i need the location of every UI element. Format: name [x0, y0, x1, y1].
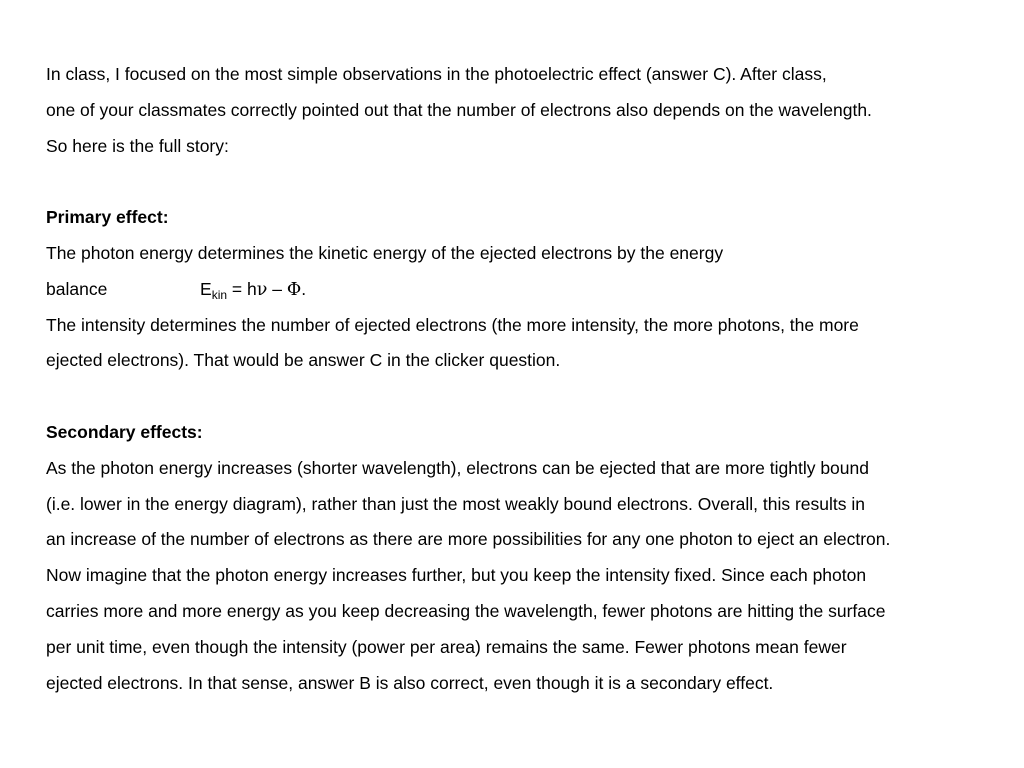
- secondary-heading: Secondary effects:: [46, 421, 203, 442]
- equation-lhs: E: [200, 278, 212, 299]
- equation-label: balance: [46, 278, 108, 299]
- secondary-line: ejected electrons. In that sense, answer B is also correct, even though it is a secondary effect.: [46, 672, 774, 693]
- nu-symbol: ν: [256, 279, 268, 300]
- energy-equation: [46, 272, 1016, 308]
- equation-minus: –: [267, 278, 287, 299]
- spacer: [46, 164, 1016, 200]
- secondary-line: an increase of the number of electrons as there are more possibilities for any one photon to eject an electron.: [46, 529, 891, 550]
- slide-content: [46, 57, 1016, 701]
- secondary-line: Now imagine that the photon energy increases further, but you keep the intensity fixed. Since each photon: [46, 565, 867, 586]
- secondary-line: (i.e. lower in the energy diagram), rather than just the most weakly bound electrons. Overall, this results in: [46, 493, 865, 514]
- primary-line: ejected electrons). That would be answer C in the clicker question.: [46, 350, 561, 371]
- primary-line: The intensity determines the number of ejected electrons (the more intensity, the more photons, the more: [46, 314, 859, 335]
- spacer: [46, 379, 1016, 415]
- equation-subscript: kin: [211, 287, 228, 302]
- intro-paragraph: [46, 57, 1016, 164]
- primary-section: [46, 200, 1016, 379]
- secondary-line: As the photon energy increases (shorter wavelength), electrons can be ejected that are more tightly bound: [46, 457, 869, 478]
- phi-symbol: Φ: [286, 279, 302, 300]
- secondary-line: carries more and more energy as you keep decreasing the wavelength, fewer photons are hitting the surface: [46, 600, 886, 621]
- primary-heading: Primary effect:: [46, 207, 169, 228]
- intro-line: So here is the full story:: [46, 135, 229, 156]
- intro-line: In class, I focused on the most simple observations in the photoelectric effect (answer C). After class,: [46, 64, 827, 84]
- primary-line: The photon energy determines the kinetic energy of the ejected electrons by the energy: [46, 242, 724, 263]
- secondary-section: [46, 415, 1016, 701]
- equation-equals: = h: [227, 278, 257, 299]
- secondary-line: per unit time, even though the intensity (power per area) remains the same. Fewer photons mean fewer: [46, 636, 847, 657]
- equation-period: .: [301, 278, 307, 299]
- intro-line: one of your classmates correctly pointed out that the number of electrons also depends on the wavelength.: [46, 99, 872, 120]
